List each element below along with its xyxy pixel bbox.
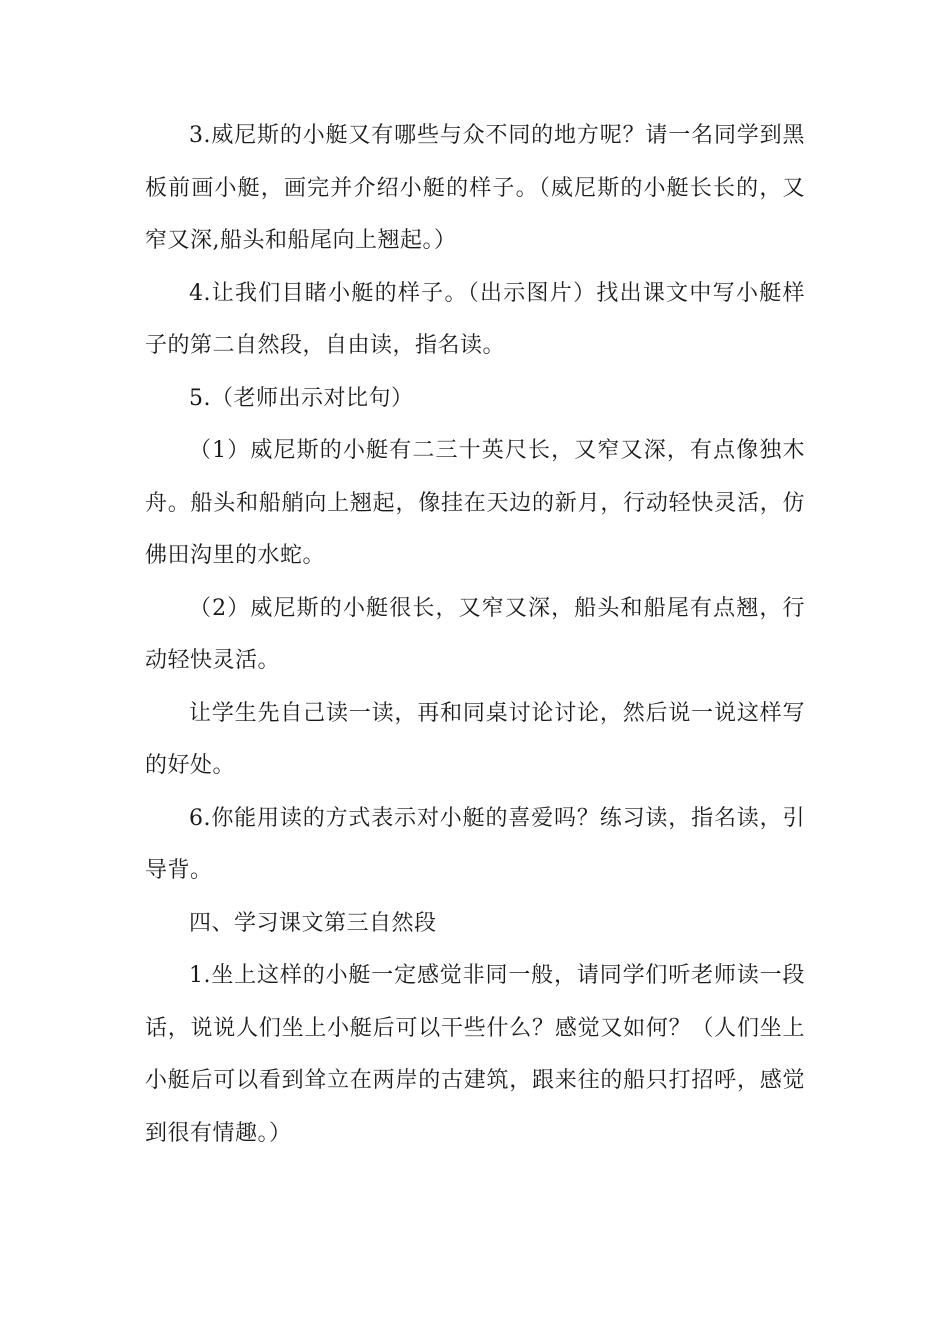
paragraph-item-6: 6.你能用读的方式表示对小艇的喜爱吗？练习读，指名读，引导背。 (145, 805, 805, 883)
paragraph-item-4: 4.让我们目睹小艇的样子。（出示图片）找出课文中写小艇样子的第二自然段，自由读，指名读。 (145, 280, 805, 358)
comparison-sentence-2: （2）威尼斯的小艇很长，又窄又深，船头和船尾有点翘，行动轻快灵活。 (145, 595, 805, 673)
paragraph-item-3: 3.威尼斯的小艇又有哪些与众不同的地方呢？请一名同学到黑板前画小艇，画完并介绍小艇的样子。（威尼斯的小艇长长的，又窄又深,船头和船尾向上翘起。） (145, 123, 805, 253)
paragraph-section4-item-1: 1.坐上这样的小艇一定感觉非同一般，请同学们听老师读一段话，说说人们坐上小艇后可以干些什么？感觉又如何？（人们坐上小艇后可以看到耸立在两岸的古建筑，跟来往的船只打招呼，感觉到很有情趣。） (145, 963, 805, 1146)
paragraph-discussion: 让学生先自己读一读，再和同桌讨论讨论，然后说一说这样写的好处。 (145, 700, 805, 778)
paragraph-item-5: 5.（老师出示对比句） (189, 385, 414, 411)
section-heading-4: 四、学习课文第三自然段 (189, 910, 437, 936)
document-body (145, 110, 805, 1160)
comparison-sentence-1: （1）威尼斯的小艇有二三十英尺长，又窄又深，有点像独木舟。船头和船艄向上翘起，像挂在天边的新月，行动轻快灵活，仿佛田沟里的水蛇。 (145, 438, 805, 568)
